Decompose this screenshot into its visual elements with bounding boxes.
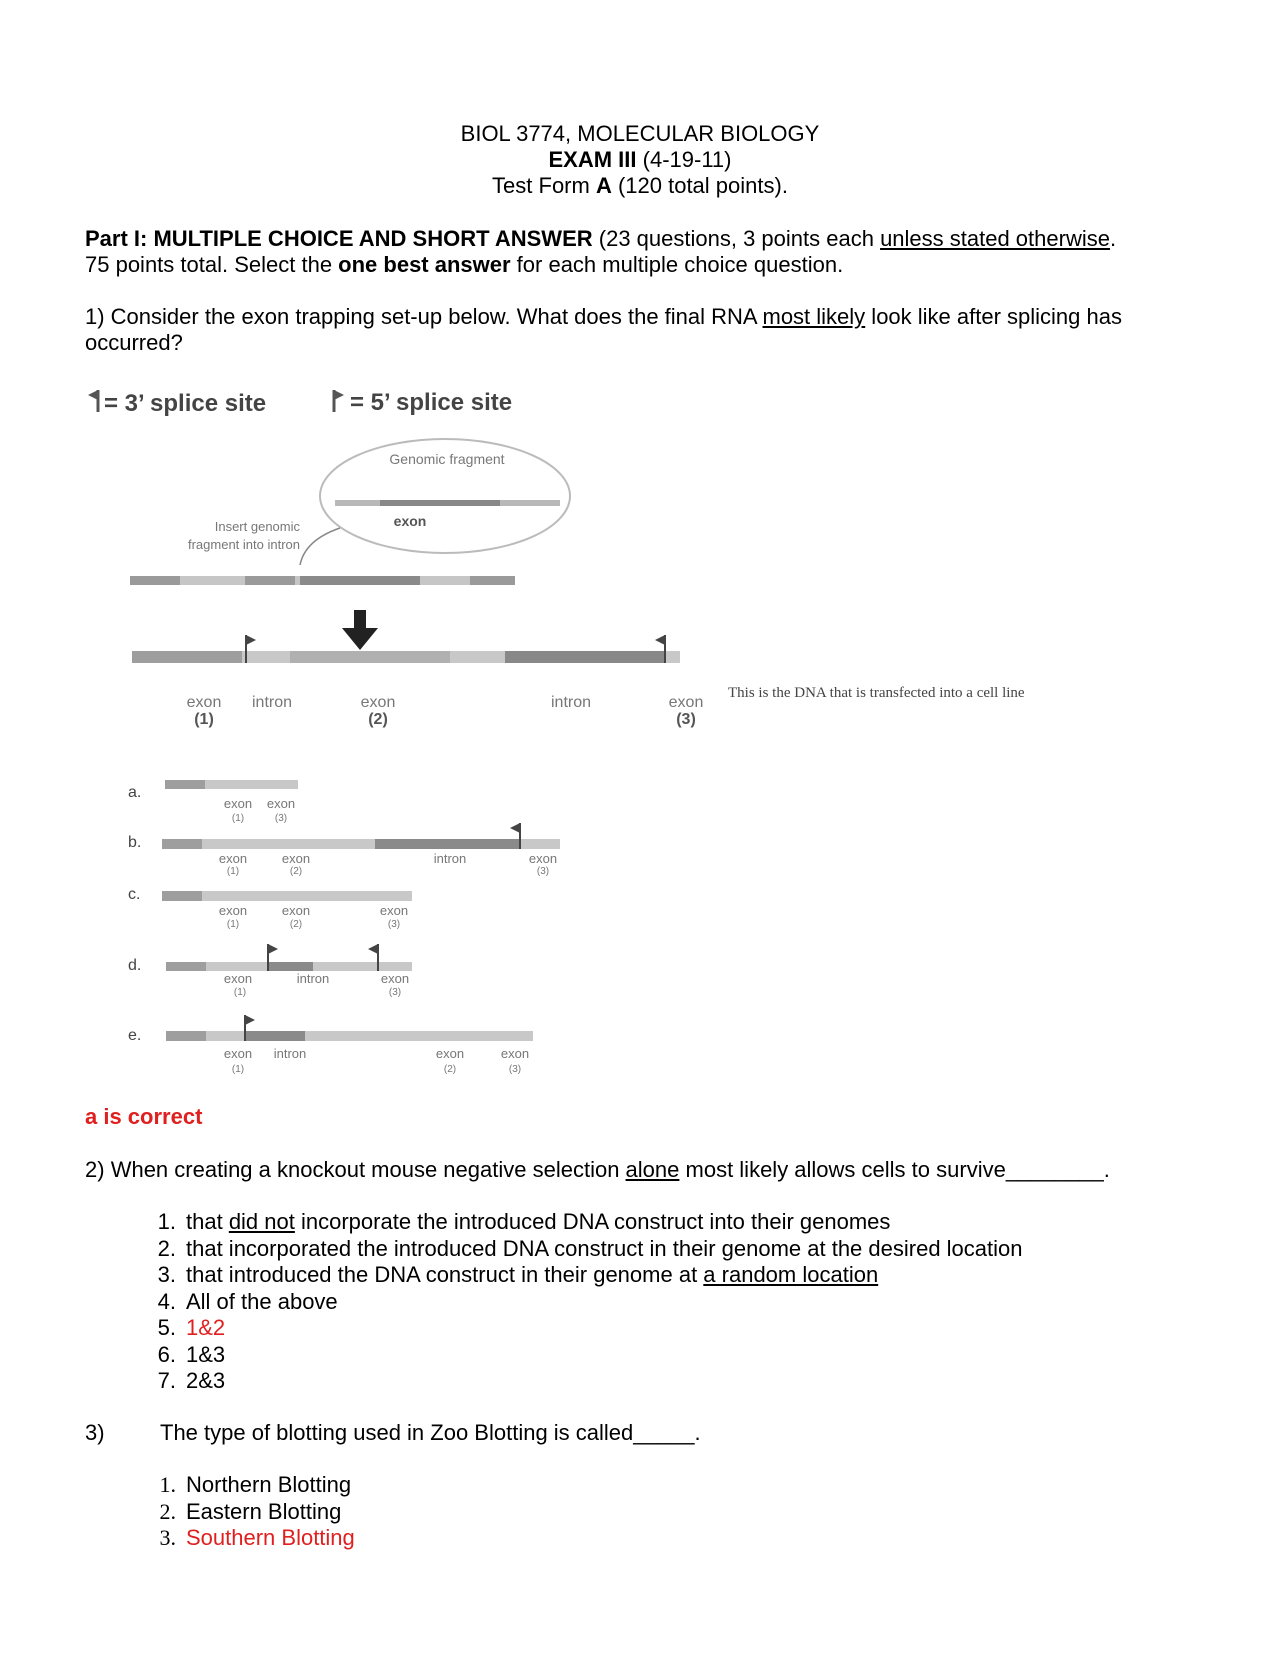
main-exon3-label: exon: [668, 694, 704, 711]
q2-option-text-pre: 1&3: [186, 1341, 226, 1367]
main-exon2-num: (2): [368, 711, 388, 728]
opt-c-exon1: exon: [218, 903, 248, 918]
opt-b-exon1: exon: [218, 851, 248, 866]
exam-date: (4-19-11): [636, 147, 732, 172]
insert-label-line2: fragment into intron: [187, 537, 300, 552]
part1-end: .: [1109, 226, 1117, 251]
q1-pre: 1) Consider the exon trapping set-up below. What does the final RNA: [85, 304, 763, 329]
opt-b-exon3: exon: [528, 851, 558, 866]
exam-label: EXAM III: [548, 147, 637, 172]
q2-option-number: 7.: [157, 1368, 176, 1393]
opt-e-exon3: exon: [500, 1046, 530, 1061]
q2-option-text-pre: All of the above: [186, 1288, 338, 1314]
part1-instructions-line1: [85, 226, 1116, 252]
legend-5prime-text: = 5’ splice site: [350, 389, 513, 416]
q2-option-number: 3.: [157, 1262, 176, 1287]
opt-e-n2: (2): [443, 1064, 457, 1075]
q3-option-number: 2.: [159, 1498, 176, 1524]
q2-option-text: [186, 1342, 225, 1368]
main-intron2-label: intron: [550, 694, 592, 711]
q2-pre: When creating a knockout mouse negative selection: [110, 1157, 626, 1182]
option-d-letter: d.: [128, 957, 142, 974]
main-exon3-num: (3): [676, 711, 696, 728]
q2-option-text: [186, 1368, 225, 1394]
q2-option-text-pre: that incorporated the introduced DNA construct in their genome at the desired location: [186, 1235, 1023, 1261]
main-exon1-label: exon: [186, 694, 222, 711]
opt-e-exon2: exon: [435, 1046, 465, 1061]
q2-option-text: [186, 1315, 225, 1341]
q2-option-1: [150, 1209, 1150, 1236]
q1-underline: most likely: [762, 304, 866, 329]
part1-text: (23 questions, 3 points each: [592, 226, 881, 251]
q2-post: most likely allows cells to survive________.: [679, 1157, 1110, 1182]
opt-d-n1: (1): [233, 987, 247, 998]
option-a-letter: a.: [128, 784, 142, 801]
part1-t2-end: for each multiple choice question.: [510, 252, 844, 277]
q2-option-text-pre: that: [186, 1209, 229, 1234]
opt-c-n1: (1): [226, 919, 240, 930]
q3-options: [150, 1472, 750, 1552]
q2-option-text-pre: 1&2: [186, 1315, 226, 1340]
transfected-construct: [132, 635, 680, 663]
q2-option-text-post: incorporate the introduced DNA construct into their genomes: [294, 1209, 891, 1234]
option-e-bar: [166, 1015, 533, 1041]
opt-d-exon3: exon: [380, 971, 410, 986]
opt-c-n2: (2): [289, 919, 303, 930]
opt-c-exon2: exon: [281, 903, 311, 918]
test-form: [0, 173, 1280, 199]
opt-b-exon2: exon: [281, 851, 311, 866]
q3-option-text: Southern Blotting: [186, 1525, 355, 1550]
q3-option-3: [150, 1525, 750, 1552]
opt-e-intron: intron: [273, 1046, 307, 1061]
legend-5prime: [334, 389, 512, 416]
course-title: BIOL 3774, MOLECULAR BIOLOGY: [460, 121, 820, 146]
q2-option-number: 5.: [157, 1315, 176, 1340]
q2-option-7: [150, 1368, 1150, 1395]
q3-option-number: 1.: [159, 1472, 176, 1497]
opt-c-n3: (3): [387, 919, 401, 930]
main-intron1-label: intron: [251, 694, 293, 711]
fragment-exon-label: exon: [393, 513, 427, 529]
q2-option-text-underline: a random location: [703, 1262, 879, 1287]
q2-option-3: [150, 1262, 1150, 1289]
part1-title: Part I: MULTIPLE CHOICE AND SHORT ANSWER: [85, 226, 593, 251]
q3-option-text: Eastern Blotting: [186, 1498, 342, 1524]
q2-num: 2): [85, 1157, 105, 1182]
q3-option-1: [150, 1472, 750, 1499]
opt-a-n1: (1): [231, 813, 245, 824]
q3-option-text: Northern Blotting: [186, 1472, 352, 1497]
legend-3prime-text: = 3’ splice site: [104, 390, 267, 417]
q2-option-text-underline: did not: [228, 1209, 295, 1234]
opt-e-exon1: exon: [223, 1046, 253, 1061]
q2-option-text: [186, 1262, 878, 1288]
q1-answer: a is correct: [85, 1104, 203, 1129]
q3-option-number: 3.: [159, 1525, 176, 1550]
q2-option-number: 1.: [157, 1209, 176, 1234]
q2-options: [150, 1209, 1150, 1395]
insert-label-line1: Insert genomic: [214, 519, 300, 534]
opt-b-intron: intron: [433, 851, 467, 866]
part1-underline: unless stated otherwise: [880, 226, 1110, 251]
exam-title: [0, 147, 1280, 173]
opt-b-n1: (1): [226, 866, 240, 877]
transfected-note: This is the DNA that is transfected into a cell line: [728, 685, 1025, 701]
option-e-letter: e.: [128, 1027, 142, 1044]
opt-a-exon3: exon: [266, 796, 296, 811]
q3-text: The type of blotting used in Zoo Blotting is called_____.: [160, 1420, 701, 1445]
part1-t2: 75 points total. Select the: [85, 252, 339, 277]
option-a-bar: [165, 780, 298, 789]
q2-underline: alone: [625, 1157, 680, 1182]
q2-option-text-pre: 2&3: [186, 1368, 226, 1393]
q2-option-text: [186, 1236, 1023, 1262]
part1-t2-bold: one best answer: [338, 252, 511, 277]
q1-post: look like after splicing has: [865, 304, 1122, 329]
opt-d-n3: (3): [388, 987, 402, 998]
genomic-fragment-label: Genomic fragment: [389, 451, 505, 467]
main-exon2-label: exon: [360, 694, 396, 711]
form-post: (120 total points).: [611, 173, 788, 198]
opt-e-n1: (1): [231, 1064, 245, 1075]
q2-option-2: [150, 1236, 1150, 1263]
q2-option-6: [150, 1342, 1150, 1369]
genomic-fragment-bubble: [300, 439, 570, 565]
opt-b-n3: (3): [536, 866, 550, 877]
q2-option-text: [186, 1209, 890, 1235]
initial-construct: [130, 576, 515, 585]
q2-option-text-pre: that introduced the DNA construct in their genome at: [186, 1262, 704, 1287]
q2-option-number: 6.: [157, 1341, 176, 1367]
part1-instructions-line2: [85, 252, 843, 278]
q2-option-5: [150, 1315, 1150, 1342]
opt-a-n3: (3): [274, 813, 288, 824]
opt-d-intron: intron: [296, 971, 330, 986]
option-d-bar: [166, 944, 412, 971]
opt-c-exon3: exon: [379, 903, 409, 918]
option-b-letter: b.: [128, 834, 142, 851]
option-c-bar: [162, 891, 412, 901]
down-arrow-icon: [342, 610, 378, 650]
legend-3prime: [88, 390, 266, 417]
q1-text-line2: occurred?: [85, 330, 183, 355]
q2-option-number: 2.: [157, 1235, 176, 1261]
opt-e-n3: (3): [508, 1064, 522, 1075]
exon-trapping-figure: [0, 370, 1280, 1090]
opt-d-exon1: exon: [223, 971, 253, 986]
opt-a-exon1: exon: [223, 796, 253, 811]
q2-option-4: [150, 1289, 1150, 1316]
option-c-letter: c.: [128, 886, 141, 903]
q2-option-number: 4.: [157, 1288, 176, 1314]
q1-text-line1: [85, 304, 1122, 330]
opt-b-n2: (2): [289, 866, 303, 877]
form-letter: A: [595, 173, 612, 198]
form-pre: Test Form: [492, 173, 596, 198]
option-b-bar: [162, 823, 560, 849]
q3-option-2: [150, 1499, 750, 1526]
q3-num: 3): [85, 1420, 105, 1445]
main-exon1-num: (1): [194, 711, 214, 728]
q2-option-text: [186, 1289, 338, 1315]
q2-text: [85, 1157, 1110, 1183]
